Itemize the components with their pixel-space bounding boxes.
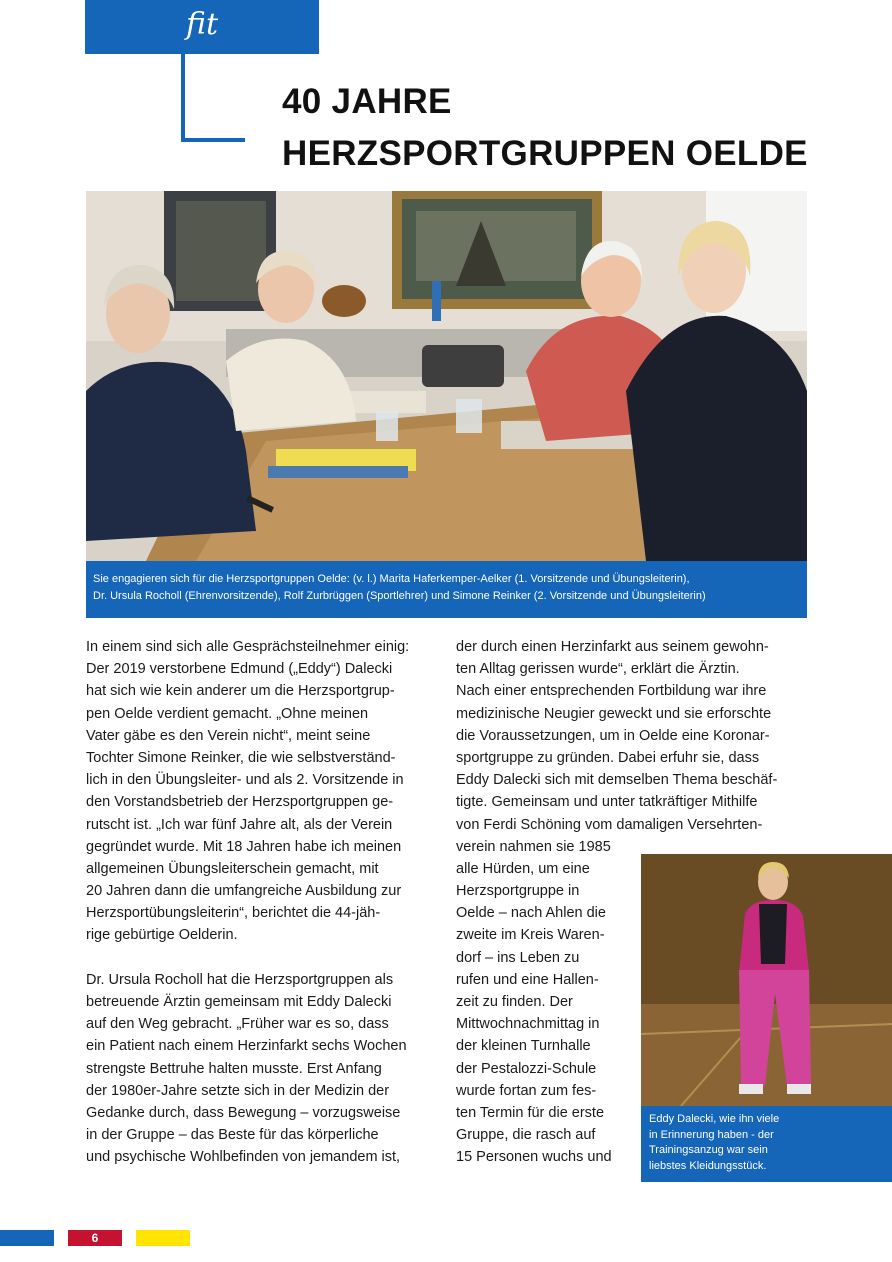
article-line: Dr. Ursula Rocholl hat die Herzsportgruppen als — [86, 971, 394, 988]
article-line: gegründet wurde. Mit 18 Jahren habe ich meinen — [86, 838, 402, 855]
article-line: den Vorstandsbetrieb der Herzsportgruppen ge- — [86, 794, 394, 811]
article-line: strengste Bettruhe halten musste. Erst Anfang — [86, 1060, 382, 1077]
portrait-caption-line: Trainingsanzug war sein — [649, 1144, 768, 1156]
article-line: Nach einer entsprechenden Fortbildung war ihre — [456, 683, 767, 700]
footer-yellow-bar — [136, 1230, 190, 1246]
article-line: von Ferdi Schöning vom damaligen Versehrten- — [456, 816, 763, 833]
article-line: ten Alltag gerissen wurde“, erklärt die Ärztin. — [456, 661, 740, 678]
photo-caption — [86, 561, 807, 618]
article-line: auf den Weg gebracht. „Früher war es so, dass — [86, 1016, 389, 1033]
article-line: medizinische Neugier geweckt und sie erforschte — [456, 705, 772, 722]
article-line: der durch einen Herzinfarkt aus seinem gewohn- — [456, 639, 769, 655]
article-line: wurde fortan zum fes- — [456, 1082, 597, 1099]
article-line: Vater gäbe es den Verein nicht“, meint seine — [86, 727, 371, 744]
article-line: Tochter Simone Reinker, die wie selbstverständ- — [86, 749, 396, 766]
decorative-horizontal-line — [181, 138, 245, 142]
article-line: Gedanke durch, dass Bewegung – vorzugsweise — [86, 1104, 401, 1121]
article-line: der Pestalozzi-Schule — [456, 1060, 597, 1077]
article-line: allgemeinen Übungsleiterschein gemacht, mit — [86, 860, 379, 877]
article-line: lich in den Übungsleiter- und als 2. Vorsitzende in — [86, 772, 404, 789]
article-line: zweite im Kreis Waren- — [456, 927, 605, 944]
article-line: Herzsportgruppe in — [456, 883, 580, 900]
portrait-caption-line: Eddy Dalecki, wie ihn viele — [649, 1113, 780, 1125]
article-line: alle Hürden, um eine — [456, 860, 590, 877]
footer-blue-bar — [0, 1230, 54, 1246]
article-line: ein Patient nach einem Herzinfarkt sechs Wochen — [86, 1038, 407, 1055]
article-line: ten Termin für die erste — [456, 1104, 605, 1121]
article-line: Herzsportübungsleiterin“, berichtet die 44-jäh- — [86, 905, 381, 922]
group-photo — [86, 191, 807, 561]
article-line: tigte. Gemeinsam und unter tatkräftiger Mithilfe — [456, 794, 758, 811]
portrait-caption-line: in Erinnerung haben - der — [649, 1128, 774, 1141]
article-line: Mittwochnachmittag in — [456, 1016, 600, 1033]
article-line: die Voraussetzungen, um in Oelde eine Koronar- — [456, 727, 770, 744]
article-line: sportgruppe zu gründen. Dabei erfuhr sie, dass — [456, 749, 760, 766]
portrait-photo — [641, 854, 892, 1106]
article-column-left — [86, 636, 438, 1169]
article-line: Der 2019 verstorbene Edmund („Eddy“) Dalecki — [86, 661, 393, 678]
article-line: 20 Jahren dann die umfangreiche Ausbildung zur — [86, 883, 402, 900]
article-line: verein nahmen sie 1985 — [456, 838, 611, 855]
article-line: in der Gruppe – das Beste für das körperliche — [86, 1127, 379, 1144]
article-line: rutscht ist. „Ich war fünf Jahre alt, als der Verein — [86, 816, 393, 833]
portrait-caption-line: liebstes Kleidungsstück. — [649, 1159, 767, 1172]
article-line: Gruppe, die rasch auf — [456, 1127, 596, 1144]
article-line: pen Oelde verdient gemacht. „Ohne meinen — [86, 705, 369, 722]
article-line: der 1980er-Jahre setzte sich in der Medizin der — [86, 1082, 390, 1099]
portrait-caption — [641, 1106, 892, 1182]
article-line: rige gebürtige Oelderin. — [86, 927, 238, 944]
page-title-line-2: HERZSPORTGRUPPEN OELDE — [282, 134, 808, 173]
article-line: Oelde – nach Ahlen die — [456, 905, 606, 922]
decorative-vertical-line — [181, 54, 185, 142]
article-line: und psychische Wohlbefinden von jemandem ist, — [86, 1149, 401, 1166]
photo-caption-line-1: Sie engagieren sich für die Herzsportgruppen Oelde: (v. l.) Marita Haferkemper-Aelker (1. Vorsitzende und Übungsleiterin), — [93, 573, 690, 585]
article-line: Eddy Dalecki sich mit demselben Thema beschäf- — [456, 772, 778, 789]
article-line: zeit zu finden. Der — [456, 994, 573, 1010]
article-line: dorf – ins Leben zu — [456, 949, 580, 966]
article-line: rufen und eine Hallen- — [456, 971, 599, 988]
article-line — [86, 947, 438, 969]
section-tag-label: fit — [186, 7, 219, 42]
article-line: In einem sind sich alle Gesprächsteilnehmer einig: — [86, 639, 410, 655]
article-line: hat sich wie kein anderer um die Herzsportgrup- — [86, 683, 395, 700]
page-title-line-1: 40 JAHRE — [282, 82, 452, 121]
article-line: der kleinen Turnhalle — [456, 1038, 591, 1055]
page-number: 6 — [68, 1230, 122, 1246]
article-line: 15 Personen wuchs und — [456, 1149, 612, 1166]
photo-caption-line-2: Dr. Ursula Rocholl (Ehrenvorsitzende), Rolf Zurbrüggen (Sportlehrer) und Simone Reinker (2. Vorsitzende und Übungsleiterin) — [93, 590, 706, 602]
article-line: betreuende Ärztin gemeinsam mit Eddy Dalecki — [86, 994, 392, 1010]
